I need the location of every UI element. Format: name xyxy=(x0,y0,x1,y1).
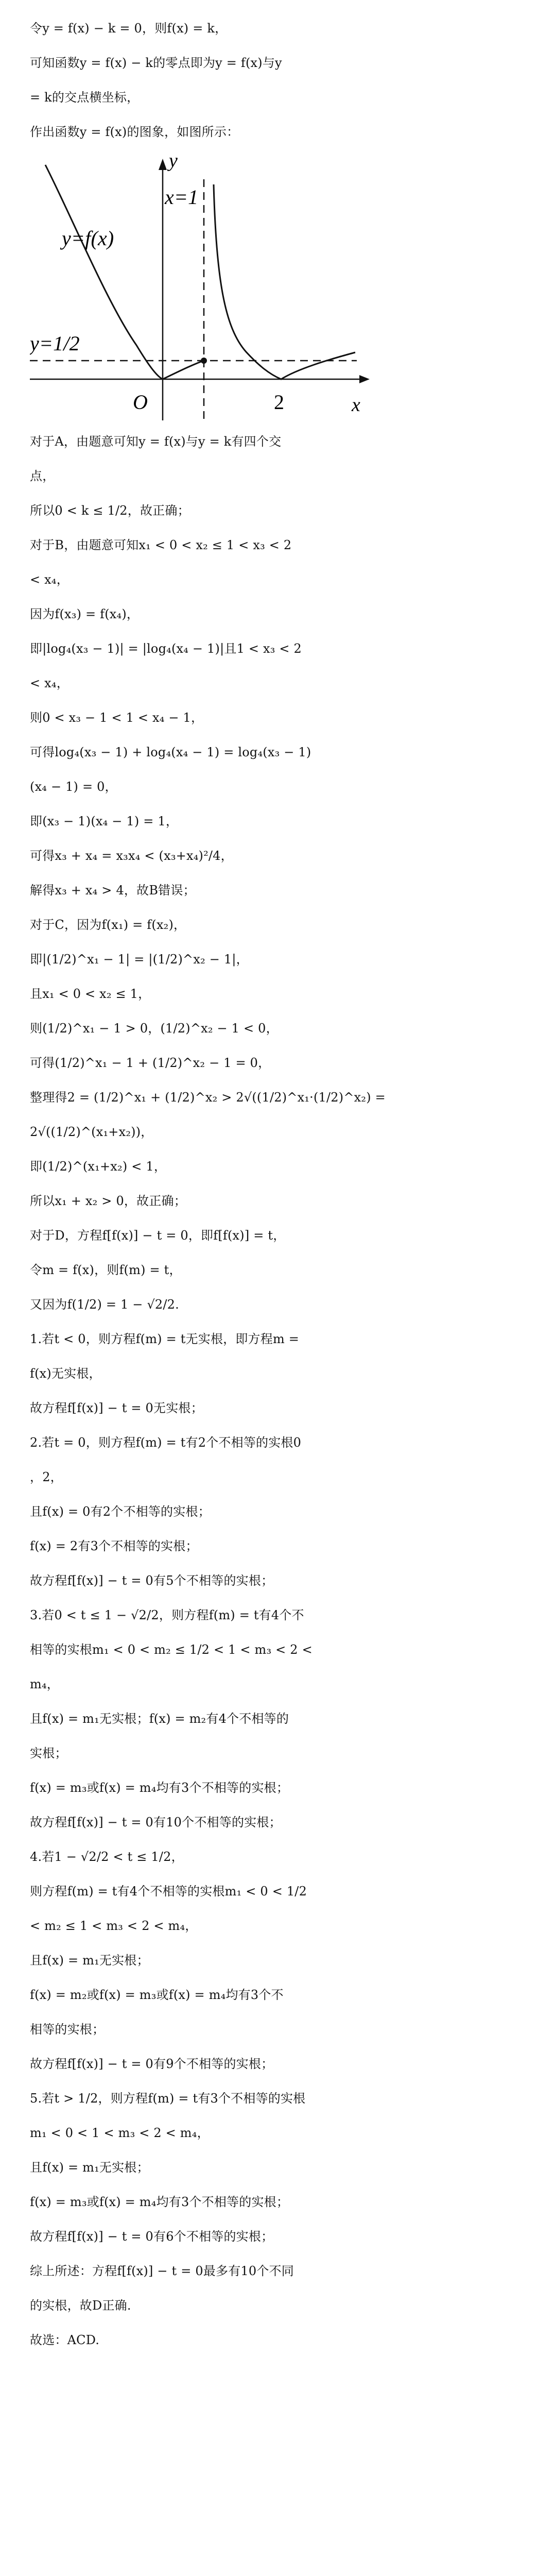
solution-line: 故方程f[f(x)] − t = 0有9个不相等的实根； xyxy=(30,2057,274,2071)
solution-line: 即(x₃ − 1)(x₄ − 1) = 1， xyxy=(30,814,179,828)
solution-body xyxy=(30,425,535,2358)
solution-line: f(x) = m₃或f(x) = m₄均有3个不相等的实根； xyxy=(30,2195,289,2209)
solution-line: 所以0 < k ≤ 1/2，故正确； xyxy=(30,503,190,518)
x-tick-two: 2 xyxy=(274,391,285,414)
solution-line: 对于D，方程f[f(x)] − t = 0，即f[f(x)] = t， xyxy=(30,1228,286,1243)
solution-line: (x₄ − 1) = 0， xyxy=(30,779,117,794)
solution-line: 解得x₃ + x₄ > 4，故B错误； xyxy=(30,883,196,897)
curve-right-branch xyxy=(214,184,355,379)
solution-line: 即(1/2)^(x₁+x₂) < 1， xyxy=(30,1159,167,1174)
solution-line: f(x)无实根， xyxy=(30,1366,101,1381)
solution-line: 综上所述：方程f[f(x)] − t = 0最多有10个不同 xyxy=(30,2264,294,2278)
function-graph-figure xyxy=(30,154,370,421)
solution-line: 且f(x) = m₁无实根； xyxy=(30,1953,149,1968)
function-graph xyxy=(30,154,370,421)
solution-line: f(x) = m₂或f(x) = m₃或f(x) = m₄均有3个不 xyxy=(30,1988,284,2002)
solution-line: 故方程f[f(x)] − t = 0无实根； xyxy=(30,1401,203,1415)
origin-label: O xyxy=(133,391,148,414)
solution-line: 相等的实根； xyxy=(30,2022,105,2037)
solution-line: f(x) = m₃或f(x) = m₄均有3个不相等的实根； xyxy=(30,1781,289,1795)
solution-line: f(x) = 2有3个不相等的实根； xyxy=(30,1539,198,1553)
solution-line: 可知函数y = f(x) − k的零点即为y = f(x)与y xyxy=(30,56,282,70)
solution-line: 4.若1 − √2/2 < t ≤ 1/2， xyxy=(30,1850,184,1864)
solution-line: < x₄， xyxy=(30,676,69,690)
point-one-half xyxy=(201,358,207,364)
solution-line: 故选：ACD. xyxy=(30,2333,100,2347)
solution-line: 5.若t > 1/2，则方程f(m) = t有3个不相等的实根 xyxy=(30,2091,306,2106)
solution-line: 即|log₄(x₃ − 1)| = |log₄(x₄ − 1)|且1 < x₃ < 2 xyxy=(30,641,302,656)
solution-line: 对于A，由题意可知y = f(x)与y = k有四个交 xyxy=(30,434,282,449)
solution-line: 且f(x) = 0有2个不相等的实根； xyxy=(30,1504,211,1519)
solution-line: 即|(1/2)^x₁ − 1| = |(1/2)^x₂ − 1|， xyxy=(30,952,249,967)
solution-line: 对于B，由题意可知x₁ < 0 < x₂ ≤ 1 < x₃ < 2 xyxy=(30,538,292,552)
solution-line: 1.若t < 0，则方程f(m) = t无实根，即方程m = xyxy=(30,1332,300,1346)
solution-line: 对于C，因为f(x₁) = f(x₂)， xyxy=(30,918,186,932)
vline-label: x=1 xyxy=(165,185,199,209)
solution-line: 可得log₄(x₃ − 1) + log₄(x₄ − 1) = log₄(x₃ − 1) xyxy=(30,745,311,759)
solution-line: m₄， xyxy=(30,1677,59,1691)
solution-line: 2.若t = 0，则方程f(m) = t有2个不相等的实根0 xyxy=(30,1435,302,1450)
x-axis-label: x xyxy=(352,394,361,416)
solution-line: 实根； xyxy=(30,1746,67,1760)
solution-line: 故方程f[f(x)] − t = 0有6个不相等的实根； xyxy=(30,2229,274,2244)
solution-line: 且x₁ < 0 < x₂ ≤ 1， xyxy=(30,987,151,1001)
solution-line: 故方程f[f(x)] − t = 0有10个不相等的实根； xyxy=(30,1815,282,1829)
solution-line: 且f(x) = m₁无实根； xyxy=(30,2160,149,2175)
x-axis-arrow xyxy=(359,375,370,383)
solution-line: 令m = f(x)，则f(m) = t， xyxy=(30,1263,182,1277)
solution-line: 相等的实根m₁ < 0 < m₂ ≤ 1/2 < 1 < m₃ < 2 < xyxy=(30,1642,312,1657)
solution-line: < x₄， xyxy=(30,572,69,587)
solution-line: 因为f(x₃) = f(x₄)， xyxy=(30,607,140,621)
solution-line: 2√((1/2)^(x₁+x₂))， xyxy=(30,1125,153,1139)
solution-line: 则(1/2)^x₁ − 1 > 0，(1/2)^x₂ − 1 < 0， xyxy=(30,1021,279,1036)
solution-line: 则方程f(m) = t有4个不相等的实根m₁ < 0 < 1/2 xyxy=(30,1884,307,1899)
solution-intro xyxy=(30,11,535,149)
solution-line: 则0 < x₃ − 1 < 1 < x₄ − 1， xyxy=(30,710,204,725)
y-axis-label: y xyxy=(169,154,178,172)
solution-line: 且f(x) = m₁无实根；f(x) = m₂有4个不相等的 xyxy=(30,1711,289,1726)
solution-line: 整理得2 = (1/2)^x₁ + (1/2)^x₂ > 2√((1/2)^x₁·(1/2)^x₂) = xyxy=(30,1090,386,1105)
solution-line: 令y = f(x) − k = 0，则f(x) = k， xyxy=(30,21,228,36)
solution-line: 故方程f[f(x)] − t = 0有5个不相等的实根； xyxy=(30,1573,274,1588)
solution-line: 又因为f(1/2) = 1 − √2/2. xyxy=(30,1297,179,1312)
hline-label: y=1/2 xyxy=(30,332,80,355)
solution-line: m₁ < 0 < 1 < m₃ < 2 < m₄， xyxy=(30,2126,210,2140)
y-axis-arrow xyxy=(159,159,167,170)
solution-line: = k的交点横坐标， xyxy=(30,90,140,105)
solution-line: 可得x₃ + x₄ = x₃x₄ < (x₃+x₄)²/4， xyxy=(30,849,233,863)
solution-line: 的实根，故D正确. xyxy=(30,2298,131,2313)
solution-line: 3.若0 < t ≤ 1 − √2/2，则方程f(m) = t有4个不 xyxy=(30,1608,304,1622)
solution-line: ，2， xyxy=(30,1470,63,1484)
solution-line: 点， xyxy=(30,469,55,483)
solution-line: 可得(1/2)^x₁ − 1 + (1/2)^x₂ − 1 = 0， xyxy=(30,1056,271,1070)
solution-line: 所以x₁ + x₂ > 0，故正确； xyxy=(30,1194,186,1208)
solution-line: 作出函数y = f(x)的图象，如图所示： xyxy=(30,125,239,139)
solution-line: < m₂ ≤ 1 < m₃ < 2 < m₄， xyxy=(30,1919,198,1933)
curve-label: y=f(x) xyxy=(62,227,114,250)
